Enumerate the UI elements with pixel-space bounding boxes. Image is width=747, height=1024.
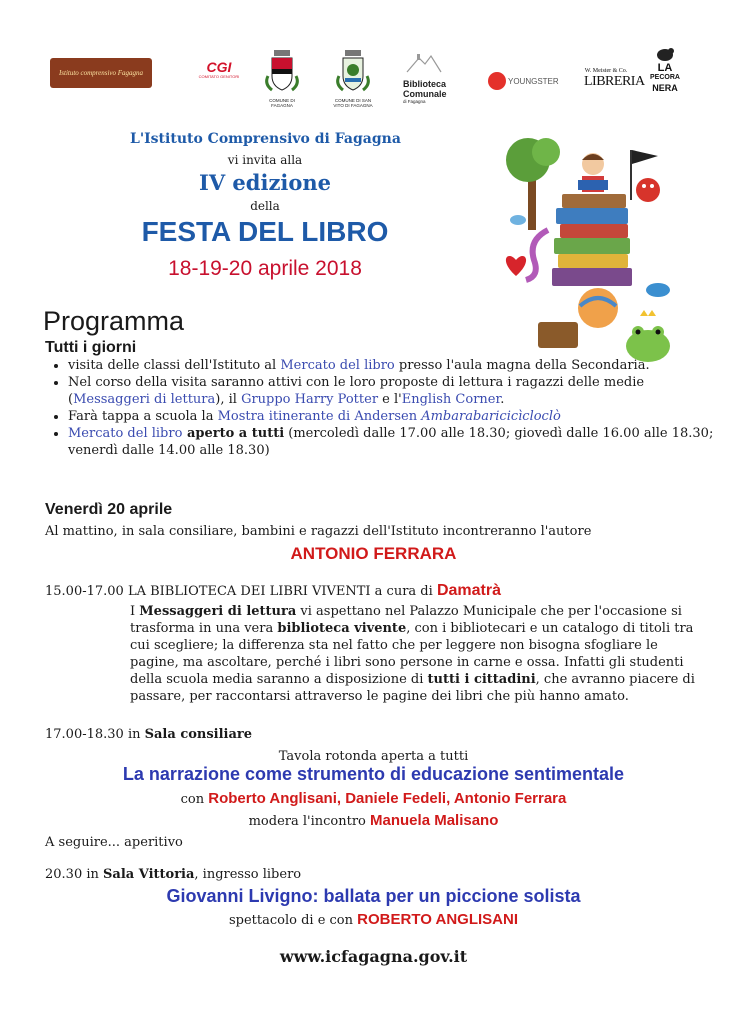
morning-text: Al mattino, in sala consiliare, bambini e ragazzi dell'Istituto incontreranno l'autore [45,524,592,539]
comune-san-vito-caption: COMUNE DI SAN VITO DI FAGAGNA [333,98,373,108]
mostra-title[interactable]: Ambarabaricicìcloclò [421,409,561,424]
round-table-title: La narrazione come strumento di educazione sentimentale [122,764,625,784]
edition-label: IV edizione [199,170,331,195]
comitato-logo-mark: CGI [206,59,232,75]
youngster-logo [488,72,562,90]
list-item [68,408,723,425]
libreria-line2: LIBRERIA [584,74,645,89]
comitato-logo-text: COMITATO GENITORI [198,74,240,79]
author-name: ANTONIO FERRARA [290,544,457,563]
desc-part: I [130,604,140,619]
bullet2-text-c: e l' [378,392,402,407]
moderator-line [0,812,747,830]
moderator-name: Manuela Malisano [370,812,499,829]
harry-potter-link[interactable]: Gruppo Harry Potter [241,392,379,407]
performer-name: ROBERTO ANGLISANI [357,911,518,928]
desc-bold: tutti i cittadini [427,672,536,687]
slot2-place: Sala consiliare [144,727,253,742]
slot3-free: , ingresso libero [194,867,302,882]
comune-fagagna-logo [262,46,302,108]
school-name: L'Istituto Comprensivo di Fagagna [130,131,401,147]
program-title: Programma [43,306,185,336]
slot1-line [45,582,501,600]
comune-fagagna-caption: COMUNE DI FAGAGNA [269,98,295,108]
pecora-nera-logo [648,46,682,112]
slot3-time: 20.30 [45,867,83,882]
bullet2-text: Nel corso della visita saranno attivi con le loro proposte di lettura i ragazzi delle medie ( [68,375,645,407]
comune-san-vito-logo [333,46,373,108]
slot2-in: in [123,727,145,742]
moderator-text: modera l'incontro [248,814,371,829]
friday-heading: Venerdì 20 aprile [45,501,173,518]
biblioteca-logo [403,52,465,108]
event-title: FESTA DEL LIBRO [141,216,389,247]
round-table-text: Tavola rotonda aperta a tutti [278,749,469,764]
bullet1-text-end: presso l'aula magna della Secondaria. [394,358,650,373]
desc-bold: Messaggeri di lettura [139,604,297,619]
list-item [68,357,723,374]
biblioteca-line1: Biblioteca [403,79,447,89]
desc-part: , che avranno piacere di passare, per raccontarsi attraverso le pagine dei libri che più hanno amato. [130,672,695,704]
all-days-list [52,357,723,459]
libreria-logo [584,68,645,104]
mostra-link[interactable]: Mostra itinerante di Andersen [217,409,422,424]
mercato-link[interactable]: Mercato del libro [280,358,395,373]
guests-line [0,790,747,808]
youngster-circle-icon [488,72,506,90]
bullet4-text: (mercoledì dalle 17.00 alle 18.30; giovedì dalle 16.00 alle 18.30; venerdì dalle 14.00 alle 18.30) [68,426,714,458]
san-vito-crest-icon [333,46,373,94]
slot2-time: 17.00-18.30 [45,727,124,742]
desc-part: , con i bibliotecari e un catalogo di titoli tra cui scegliere; la differenza sta nel fatto che per leggere non bisogna sfogliare le pagine, ma ascoltare, perché i libri sono persone in carne e ossa. Infatti gli studenti della scuola media saranno a disposizione di [130,621,694,687]
sheep-icon [655,46,675,62]
bullet1-text: visita delle classi dell'Istituto al [68,358,281,373]
website-link[interactable]: www.icfagagna.gov.it [279,947,468,966]
con-text: con [180,792,209,807]
list-item [68,425,723,459]
bullet2-text-d: . [500,392,505,407]
slot2-line [45,726,252,743]
slot1-description [130,603,705,705]
guests-names: Roberto Anglisani, Daniele Fedeli, Antonio Ferrara [208,790,567,807]
pecora-line2: PECORA [650,74,680,81]
slot1-organizer: Damatrà [436,582,501,599]
event-dates: 18-19-20 aprile 2018 [168,257,362,280]
fagagna-crest-icon [262,46,302,94]
slot3-line [45,866,301,883]
book-stack-illustration [498,130,683,370]
show-title: Giovanni Livigno: ballata per un piccione solista [166,886,581,906]
english-corner-link[interactable]: English Corner [401,392,501,407]
messaggeri-link[interactable]: Messaggeri di lettura [73,392,216,407]
libreria-line1: W. Meister & Co. [584,68,628,74]
desc-part: vi aspettano nel Palazzo Municipale che per l'occasione si trasforma in una vera [130,604,682,636]
show-text: spettacolo di e con [228,913,358,928]
slot3-in: in [82,867,104,882]
pecora-line1: LA [657,62,673,74]
aperitivo-text: A seguire... aperitivo [45,835,183,850]
istituto-logo-text: Istituto comprensivo Fagagna [58,69,144,77]
biblioteca-line3: di Fagagna [403,99,426,104]
pecora-line3: NERA [652,83,678,93]
bullet2-text-b: ), il [215,392,242,407]
list-item [68,374,723,408]
all-days-heading: Tutti i giorni [45,339,137,356]
slot3-place: Sala Vittoria [103,867,195,882]
aperto-label: aperto a tutti [182,426,285,441]
performer-line [0,911,747,929]
comitato-genitori-logo [192,60,246,88]
youngster-logo-text: YOUNGSTER [508,76,559,86]
desc-bold: biblioteca vivente [277,621,407,636]
slot1-time: 15.00-17.00 LA BIBLIOTECA DEI LIBRI VIVENTI a cura di [45,584,437,599]
biblioteca-building-icon [403,52,443,74]
bullet3-text: Farà tappa a scuola la [68,409,218,424]
istituto-logo [50,58,152,88]
biblioteca-line2: Comunale [403,89,447,99]
mercato-link-2[interactable]: Mercato del libro [68,426,183,441]
invite-text: vi invita alla [227,153,303,167]
della-text: della [250,199,280,213]
